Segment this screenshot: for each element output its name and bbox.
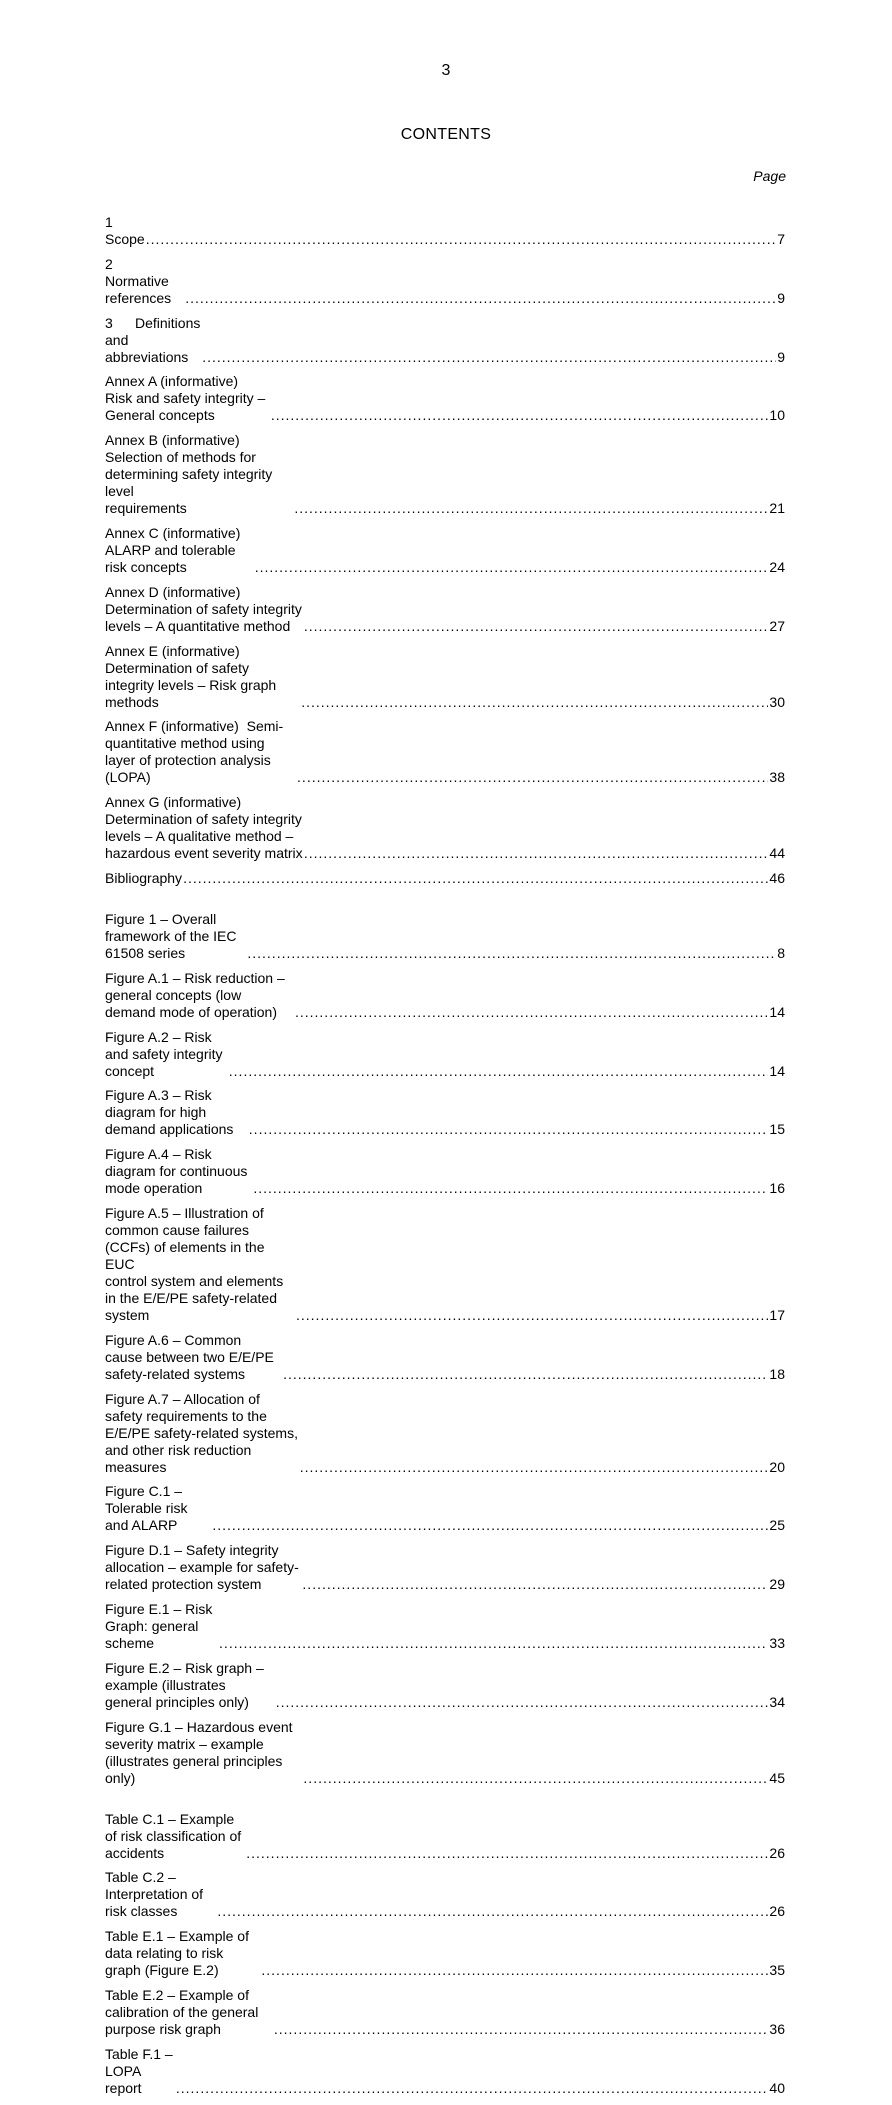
- toc-entry-title: Figure D.1 – Safety integrity allocation – example for safety-related protection system: [105, 1542, 299, 1593]
- toc-entry-figure[interactable]: [105, 1719, 785, 1787]
- toc-entry-annex[interactable]: [105, 525, 785, 576]
- toc-entry-annex[interactable]: [105, 432, 785, 517]
- toc-entry-title: Figure A.5 – Illustration of common cause failures (CCFs) of elements in the EUC control system and elements in the E/E/PE safety-related system: [105, 1204, 284, 1323]
- toc-entry-title: Annex A (informative) Risk and safety integrity – General concepts: [105, 373, 270, 424]
- toc-entry-figure[interactable]: [105, 1332, 785, 1383]
- toc-page-number: 10: [769, 407, 785, 424]
- toc-entry-figure[interactable]: [105, 911, 785, 962]
- section-title: Definitions and abbreviations: [105, 314, 205, 365]
- toc-page-number: 46: [769, 869, 785, 886]
- toc-entry-title: [105, 214, 145, 248]
- leader-dots: [261, 1962, 768, 1979]
- toc-entry-title: Figure A.2 – Risk and safety integrity concept: [105, 1028, 227, 1079]
- toc-page-number: 17: [769, 1306, 785, 1323]
- toc-entry-title: Annex E (informative) Determination of safety integrity levels – Risk graph methods: [105, 642, 281, 710]
- toc-entry-title: Figure 1 – Overall framework of the IEC 61508 series: [105, 910, 241, 961]
- toc-entry-figure[interactable]: [105, 1601, 785, 1652]
- toc-entry-title: Figure A.4 – Risk diagram for continuous mode operation: [105, 1146, 252, 1197]
- leader-dots: [301, 694, 768, 711]
- leader-dots: [217, 1903, 768, 1920]
- toc-page-number: 16: [769, 1180, 785, 1197]
- toc-page-number: 18: [769, 1365, 785, 1382]
- toc-page-number: 27: [769, 617, 785, 634]
- leader-dots: [304, 618, 769, 635]
- toc-entry-title: Bibliography: [105, 869, 183, 886]
- toc-page-number: 35: [769, 1962, 785, 1979]
- toc-entry-table[interactable]: [105, 2046, 785, 2097]
- toc-page-number: 44: [769, 845, 785, 862]
- toc-entry-figure[interactable]: [105, 1087, 785, 1138]
- toc-figures-group: [105, 911, 785, 1787]
- toc-entry-table[interactable]: [105, 1928, 785, 1979]
- toc-page-number: 15: [769, 1121, 785, 1138]
- leader-dots: [249, 1121, 769, 1138]
- leader-dots: [185, 290, 776, 307]
- leader-dots: [296, 1307, 768, 1324]
- toc-entry-figure[interactable]: [105, 1542, 785, 1593]
- leader-dots: [247, 945, 776, 962]
- leader-dots: [253, 1180, 768, 1197]
- toc-tables-group: [105, 1811, 785, 2097]
- toc-entry-title: Figure C.1 – Tolerable risk and ALARP: [105, 1483, 192, 1534]
- leader-dots: [255, 559, 769, 576]
- section-title: Scope: [105, 231, 145, 247]
- toc-entry-bibliography[interactable]: [105, 870, 785, 887]
- leader-dots: [297, 769, 768, 786]
- toc-entry-title: Annex B (informative) Selection of methods for determining safety integrity level requirements: [105, 432, 273, 517]
- section-number: 3: [105, 314, 113, 331]
- toc-entry-title: Annex G (informative) Determination of safety integrity levels – A qualitative method – hazardous event severity matrix: [105, 794, 303, 862]
- toc-page-number: 26: [769, 1903, 785, 1920]
- toc-entry-section[interactable]: [105, 315, 785, 366]
- section-title: Normative references: [105, 272, 176, 306]
- toc-entry-annex[interactable]: [105, 718, 785, 786]
- toc-entry-title: Table E.2 – Example of calibration of the general purpose risk graph: [105, 1986, 263, 2037]
- toc-entry-title: Figure G.1 – Hazardous event severity matrix – example (illustrates general principles only): [105, 1718, 293, 1786]
- toc-entry-annex[interactable]: [105, 584, 785, 635]
- toc-entry-title: Figure A.7 – Allocation of safety requirements to the E/E/PE safety-related systems, and other risk reduction measures: [105, 1390, 298, 1475]
- toc-entry-section[interactable]: [105, 214, 785, 248]
- toc-entry-annex[interactable]: [105, 794, 785, 862]
- toc-page-number: 29: [769, 1576, 785, 1593]
- toc-entry-figure[interactable]: [105, 1146, 785, 1197]
- toc-entry-title: Annex F (informative) Semi-quantitative method using layer of protection analysis (LOPA): [105, 718, 284, 786]
- leader-dots: [295, 1004, 768, 1021]
- toc-entry-section[interactable]: [105, 256, 785, 307]
- toc-entry-title: Figure E.1 – Risk Graph: general scheme: [105, 1600, 217, 1651]
- toc-page-number: 34: [769, 1693, 785, 1710]
- toc-entry-annex[interactable]: [105, 373, 785, 424]
- toc-page-number: 33: [769, 1634, 785, 1651]
- toc-page-number: 26: [769, 1844, 785, 1861]
- toc-page-number: 14: [769, 1062, 785, 1079]
- leader-dots: [303, 1770, 768, 1787]
- contents-heading: CONTENTS: [400, 126, 492, 143]
- leader-dots: [212, 1517, 768, 1534]
- toc-entry-title: Table F.1 – LOPA report: [105, 2045, 177, 2096]
- toc-page-number: 20: [769, 1458, 785, 1475]
- toc-entry-title: Annex C (informative) ALARP and tolerable risk concepts: [105, 524, 248, 575]
- toc-entry-figure[interactable]: [105, 970, 785, 1021]
- toc-page-number: 38: [769, 769, 785, 786]
- leader-dots: [283, 1366, 768, 1383]
- leader-dots: [229, 1063, 769, 1080]
- toc-page-number: 14: [769, 1003, 785, 1020]
- toc-page-number: 25: [769, 1517, 785, 1534]
- toc-entry-figure[interactable]: [105, 1391, 785, 1476]
- toc-entry-title: [105, 256, 184, 307]
- toc-entry-title: Table C.2 – Interpretation of risk classes: [105, 1869, 207, 1920]
- section-number: 1: [105, 214, 113, 230]
- toc-sections-group: [105, 214, 785, 887]
- leader-dots: [146, 231, 777, 248]
- toc-page-number: 8: [777, 944, 785, 961]
- toc-entry-title: Annex D (informative) Determination of safety integrity levels – A quantitative method: [105, 583, 306, 634]
- leader-dots: [183, 870, 768, 887]
- toc-page-number: 21: [769, 500, 785, 517]
- page-number: 3: [441, 62, 451, 79]
- toc-entry-title: Table E.1 – Example of data relating to risk graph (Figure E.2): [105, 1928, 253, 1979]
- leader-dots: [219, 1635, 768, 1652]
- toc-entry-figure[interactable]: [105, 1205, 785, 1324]
- leader-dots: [300, 1459, 769, 1476]
- toc-entry-title: Table C.1 – Example of risk classification of accidents: [105, 1810, 246, 1861]
- leader-dots: [176, 2080, 769, 2097]
- toc-entry-title: Figure A.3 – Risk diagram for high demand applications: [105, 1087, 234, 1138]
- toc-page-number: 9: [777, 348, 785, 365]
- toc-entry-figure[interactable]: [105, 1029, 785, 1080]
- toc-page-number: 24: [769, 558, 785, 575]
- toc-page-number: 9: [777, 289, 785, 306]
- leader-dots: [276, 1694, 769, 1711]
- toc-entry-table[interactable]: [105, 1811, 785, 1862]
- toc-entry-table[interactable]: [105, 1869, 785, 1920]
- leader-dots: [294, 500, 768, 517]
- leader-dots: [304, 845, 769, 862]
- leader-dots: [202, 349, 776, 366]
- section-number: 2: [105, 255, 113, 272]
- toc-page-number: 45: [769, 1769, 785, 1786]
- toc-page-number: 30: [769, 693, 785, 710]
- toc-entry-title: Figure A.6 – Common cause between two E/E/PE safety-related systems: [105, 1331, 278, 1382]
- leader-dots: [302, 1576, 768, 1593]
- leader-dots: [271, 407, 769, 424]
- toc-entry-table[interactable]: [105, 1987, 785, 2038]
- table-of-contents: [105, 214, 785, 2105]
- toc-entry-title: Figure A.1 – Risk reduction – general concepts (low demand mode of operation): [105, 969, 289, 1020]
- toc-entry-figure[interactable]: [105, 1660, 785, 1711]
- toc-entry-annex[interactable]: [105, 643, 785, 711]
- toc-entry-title: Figure E.2 – Risk graph – example (illustrates general principles only): [105, 1659, 268, 1710]
- page-column-label: Page: [753, 168, 786, 184]
- leader-dots: [274, 2021, 769, 2038]
- toc-entry-figure[interactable]: [105, 1483, 785, 1534]
- toc-page-number: 40: [769, 2079, 785, 2096]
- toc-page-number: 36: [769, 2020, 785, 2037]
- leader-dots: [246, 1845, 768, 1862]
- toc-page-number: 7: [777, 231, 785, 247]
- toc-entry-title: [105, 314, 205, 366]
